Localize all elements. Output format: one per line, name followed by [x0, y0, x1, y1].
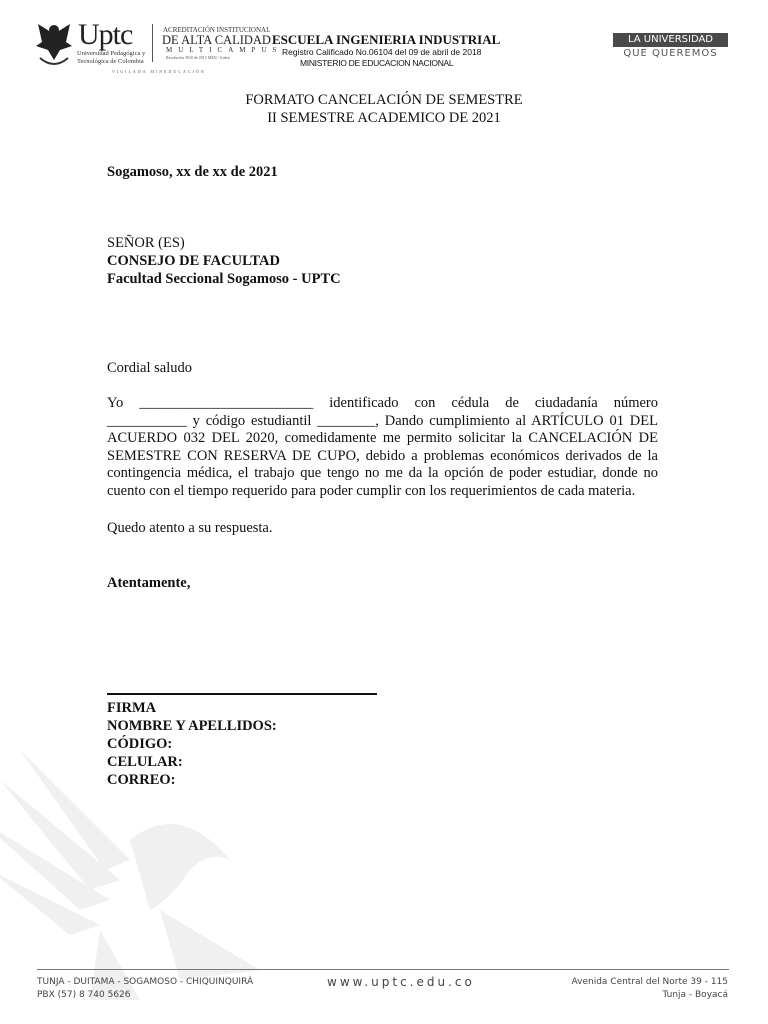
- document-subtitle: II SEMESTRE ACADEMICO DE 2021: [267, 110, 501, 126]
- slogan-line-2: QUE QUEREMOS: [623, 48, 718, 59]
- university-name: [77, 50, 145, 65]
- recipient-council: CONSEJO DE FACULTAD: [107, 253, 280, 269]
- footer-phone: PBX (57) 8 740 5626: [37, 990, 131, 1000]
- eagle-crest-logo: [34, 20, 74, 68]
- slogan-line-1: LA UNIVERSIDAD: [613, 33, 728, 47]
- footer-website[interactable]: www.uptc.edu.co: [327, 975, 475, 989]
- accreditation-title: DE ALTA CALIDAD: [162, 33, 271, 47]
- greeting: Cordial saludo: [107, 360, 192, 376]
- header-divider: [152, 24, 153, 62]
- footer-cities: TUNJA - DUITAMA - SOGAMOSO - CHIQUINQUIRÁ: [37, 977, 254, 987]
- accreditation-resolution: Resolución 3910 de 2015 MEN / 6 años: [166, 55, 231, 60]
- signature-field: CELULAR:: [107, 754, 183, 770]
- body-line: Yo ________________________ identificado con cédula de ciudadanía número: [107, 395, 658, 411]
- uptc-logo: Uptc: [78, 18, 133, 51]
- vigilada-label: VIGILADA MINEDUCACIÓN: [112, 69, 206, 74]
- signature-fields: [107, 699, 277, 789]
- school-name: ESCUELA INGENIERIA INDUSTRIAL: [272, 32, 501, 47]
- closing: Atentamente,: [107, 575, 191, 591]
- salutation-to: SEÑOR (ES): [107, 235, 185, 251]
- signature-line: [107, 693, 377, 695]
- ministerio-text: MINISTERIO DE EDUCACION NACIONAL: [300, 58, 454, 68]
- footer-rule: [37, 969, 729, 970]
- university-name-line: Tecnológica de Colombia: [77, 57, 144, 65]
- signature-field: CORREO:: [107, 772, 176, 788]
- footer-address-1: Avenida Central del Norte 39 - 115: [571, 977, 728, 987]
- signature-field: CÓDIGO:: [107, 736, 173, 752]
- signature-field: FIRMA: [107, 700, 157, 716]
- footer-address-2: Tunja - Boyacá: [662, 990, 728, 1000]
- body-line: SEMESTRE CON RESERVA DE CUPO, debido a problemas económicos derivados de la: [107, 447, 658, 464]
- multicampus-label: MULTICAMPUS: [166, 46, 283, 54]
- registro-text: Registro Calificado No.06104 del 09 de abril de 2018: [282, 47, 482, 57]
- place-date: Sogamoso, xx de xx de 2021: [107, 164, 278, 180]
- body-paragraph: [107, 395, 658, 500]
- signature-field: NOMBRE Y APELLIDOS:: [107, 718, 277, 734]
- accreditation-label: ACREDITACIÓN INSTITUCIONAL: [163, 26, 271, 34]
- university-name-line: Universidad Pedagógica y: [77, 50, 146, 57]
- body-line: contingencia médica, el trabajo que tengo no me da la opción de poder estudiar, donde no: [107, 465, 658, 481]
- body-line: ACUERDO 032 DEL 2020, comedidamente me permito solicitar la CANCELACIÓN DE: [107, 430, 658, 446]
- closing-line: Quedo atento a su respuesta.: [107, 520, 273, 536]
- body-line: cuento con el tiempo requerido para poder cumplir con los requerimientos de cada materia.: [107, 482, 636, 499]
- recipient-faculty: Facultad Seccional Sogamoso - UPTC: [107, 271, 341, 287]
- body-line: ___________ y código estudiantil ________, Dando cumplimiento al ARTÍCULO 01 DEL: [107, 412, 658, 429]
- document-title: FORMATO CANCELACIÓN DE SEMESTRE: [245, 92, 523, 108]
